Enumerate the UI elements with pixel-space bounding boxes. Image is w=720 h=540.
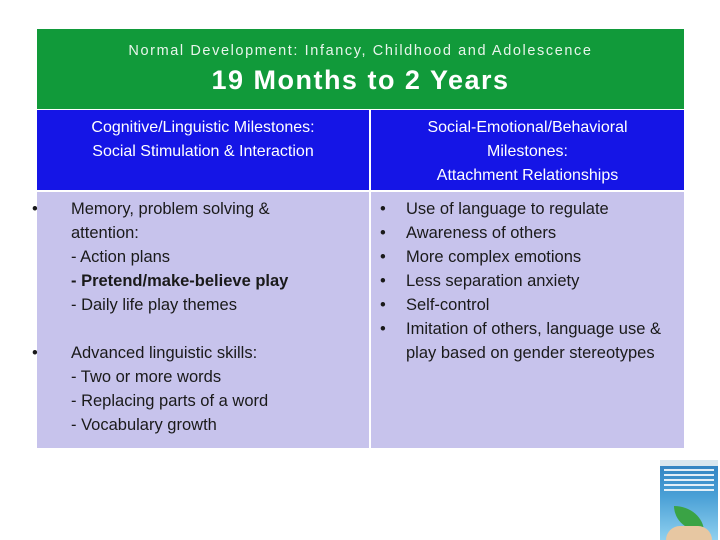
- sub-item: - Daily life play themes: [71, 296, 237, 314]
- page-title: 19 Months to 2 Years: [211, 65, 510, 95]
- cognitive-cell: [32, 192, 369, 448]
- bullet-icon: •: [380, 296, 386, 314]
- sub-item: - Vocabulary growth: [71, 416, 217, 434]
- item-main: attention:: [71, 224, 139, 242]
- item-text: Awareness of others: [406, 224, 557, 242]
- item-text: More complex emotions: [406, 248, 582, 266]
- item-text: Use of language to regulate: [406, 200, 609, 218]
- bullet-icon: •: [380, 248, 386, 266]
- list-item: [371, 317, 676, 365]
- header-line: Social-Emotional/Behavioral: [427, 119, 628, 136]
- list-item: [371, 245, 676, 269]
- list-item: [371, 269, 676, 293]
- bullet-icon: •: [380, 200, 386, 218]
- list-item: [371, 221, 676, 245]
- sub-item: - Two or more words: [71, 368, 222, 386]
- item-text: Self-control: [406, 296, 490, 314]
- header-cognitive: [37, 110, 369, 190]
- bullet-icon: •: [32, 200, 38, 218]
- header-line: Attachment Relationships: [436, 167, 619, 184]
- book-cover-image: [660, 460, 718, 540]
- sub-item: - Replacing parts of a word: [71, 392, 269, 410]
- item-text: Imitation of others, language use & play based on gender stereotypes: [406, 320, 661, 362]
- bullet-icon: •: [32, 344, 38, 362]
- item-main: Memory, problem solving &: [71, 200, 270, 218]
- header-line: Cognitive/Linguistic Milestones:: [91, 119, 315, 136]
- sub-item: - Pretend/make-believe play: [71, 272, 289, 290]
- header-line: Social Stimulation & Interaction: [92, 143, 314, 160]
- header-line: Milestones:: [487, 143, 568, 160]
- list-item: [371, 293, 676, 317]
- list-item: [32, 341, 359, 437]
- item-main: Advanced linguistic skills:: [71, 344, 258, 362]
- bullet-icon: •: [380, 272, 386, 290]
- list-item: [371, 197, 676, 221]
- list-item: [32, 197, 359, 317]
- milestones-table: [32, 110, 684, 448]
- bullet-icon: •: [380, 320, 386, 338]
- title-banner: [37, 29, 684, 109]
- social-emotional-cell: [371, 192, 684, 448]
- sub-item: - Action plans: [71, 248, 171, 266]
- item-text: Less separation anxiety: [406, 272, 580, 290]
- bullet-icon: •: [380, 224, 386, 242]
- header-social-emotional: [371, 110, 684, 190]
- banner-subtitle: Normal Development: Infancy, Childhood and Adolescence: [128, 43, 593, 59]
